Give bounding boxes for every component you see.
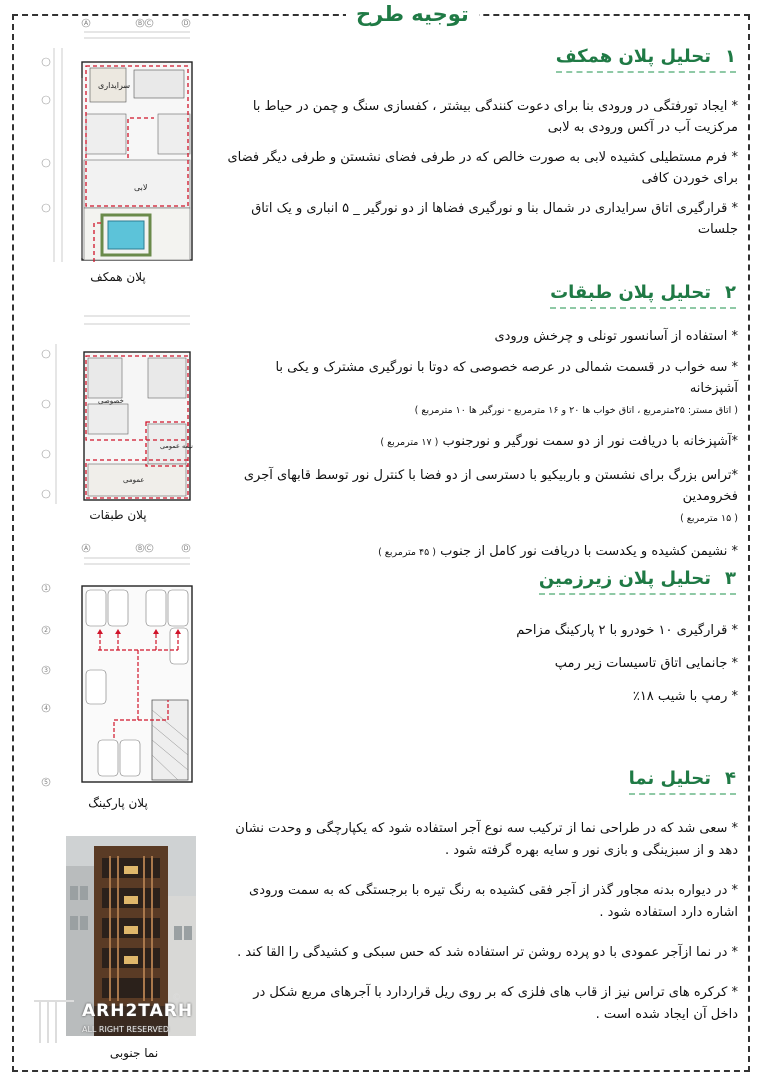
- section-4-bullet-4: * کرکره های تراس نیز از قاب های فلزی که بر روی ریل قراردارد با آجرهای مربع شکل در داخل آن ایجاد شده است .: [253, 985, 738, 1022]
- parking-grid-number-5: 5: [44, 779, 48, 786]
- section-4-number: ۴: [725, 768, 736, 789]
- section-3-title: [539, 568, 736, 589]
- parking-grid-number-2: 2: [44, 627, 48, 634]
- section-3-title-text: تحلیل پلان زیرزمین: [538, 568, 711, 589]
- parking-grid-letter-b: B: [137, 545, 143, 552]
- section-2-title: [550, 282, 736, 303]
- parking-grid-number-1: 1: [44, 585, 48, 592]
- watermark-emblem-icon: [30, 995, 78, 1045]
- watermark-brand: ARH2TARH: [82, 1001, 194, 1021]
- section-4-title: [629, 768, 736, 789]
- section-1-bullets: [222, 96, 738, 240]
- section-2-bullet-5-note: ( ۴۵ مترمربع ): [378, 547, 436, 558]
- section-1-bullet-3: * قرارگیری اتاق سرایداری در شمال بنا و نورگیری فضاها از دو نورگیر _ ۵ انباری و یک اتاق جلسات: [251, 201, 738, 237]
- section-2-bullet-3-note: ( ۱۷ مترمربع ): [380, 437, 439, 448]
- section-4-bullet-3: * در نما ازآجر عمودی با دو پرده روشن تر استفاده شد که حس سبکی و کشیدگی را القا کند .: [237, 945, 738, 960]
- section-3-bullets: [238, 620, 738, 707]
- section-2-bullet-2: * سه خواب در قسمت شمالی در عرصه خصوصی که دوتا با نورگیری مشترک و یکی با آشپزخانه: [275, 360, 738, 396]
- section-2-number: ۲: [725, 282, 736, 303]
- ground-floor-plan: [38, 18, 198, 268]
- grid-letter-d: D: [183, 20, 189, 27]
- section-2-bullet-1: * استفاده از آسانسور تونلی و چرخش ورودی: [494, 329, 738, 344]
- parking-grid-letter-d: D: [183, 545, 189, 552]
- ground-plan-caretaker-label: سرایداری: [98, 81, 131, 90]
- section-1-caption: پلان همکف: [90, 270, 146, 284]
- section-4-bullets: [226, 818, 738, 1026]
- watermark-logo: [30, 993, 194, 1051]
- section-1-bullet-2: * فرم مستطیلی کشیده لابی به صورت خالص که در طرفی فضای نشستن و طرفی دیگر فضای برای خوردن کافی: [227, 150, 738, 186]
- section-1-title: [556, 46, 736, 67]
- parking-plan: [38, 540, 198, 790]
- watermark-rights: ALL RIGHT RESERVED: [82, 1025, 170, 1034]
- parking-grid-number-3: 3: [44, 667, 48, 674]
- section-4-bullet-1: * سعی شد که در طراحی نما از ترکیب سه نوع آجر استفاده شود که یکپارچگی و وحدت نشان دهد و از سبزینگی و بازی نور و سایه بهره گرفته شود .: [235, 821, 738, 858]
- section-3-number: ۳: [725, 568, 736, 589]
- section-3-caption: پلان پارکینگ: [88, 796, 148, 810]
- section-4-bullet-2: * در دیواره بدنه مجاور گذر از آجر فقی کشیده به رنگ تیره با برجستگی که به سمت ورودی اشاره دارد استفاده شود .: [249, 883, 738, 920]
- typical-floor-plan: [38, 304, 198, 508]
- grid-letter-a: A: [83, 20, 89, 27]
- section-2-bullet-2-note: ( اتاق مستر: ۲۵مترمربع ، اتاق خواب ها ۲۰ و ۱۶ مترمربع - نورگیر ها ۱۰ مترمربع ): [414, 405, 738, 416]
- courtyard-pool: [108, 221, 144, 249]
- parking-grid-number-4: 4: [44, 705, 48, 712]
- parking-grid-letter-c: C: [146, 545, 152, 552]
- section-2-bullet-4: *تراس بزرگ برای نشستن و باربیکیو با دسترسی از دو فضا با کنترل نور توسط قابهای آجری فخرومدین: [243, 468, 738, 504]
- typical-plan-private-label: خصوصی: [98, 397, 124, 405]
- section-3-bullet-1: * قرارگیری ۱۰ خودرو با ۲ پارکینگ مزاحم: [516, 623, 738, 638]
- ground-plan-lobby-label: لابی: [134, 183, 148, 192]
- section-3-bullet-2: * جانمایی اتاق تاسیسات زیر رمپ: [554, 656, 738, 671]
- watermark-copyright: ©: [172, 993, 181, 1003]
- section-2-bullet-4-note: ( ۱۵ مترمربع ): [680, 513, 738, 524]
- page-title: توجیه طرح: [346, 0, 479, 28]
- section-2-bullet-3: *آشپزخانه با دریافت نور از دو سمت نورگیر و نورجنوب: [442, 434, 738, 449]
- section-2-bullet-5: * نشیمن کشیده و یکدست با دریافت نور کامل از جنوب: [440, 544, 738, 559]
- section-1-title-text: تحلیل پلان همکف: [555, 46, 711, 67]
- section-1-number: ۱: [725, 46, 736, 67]
- typical-plan-semi-public-label: نیمه عمومی: [160, 442, 193, 450]
- section-2-bullets: [230, 326, 738, 563]
- section-4-caption: نما جنوبی: [109, 1046, 159, 1060]
- section-1-bullet-1: * ایجاد تورفتگی در ورودی بنا برای دعوت کنندگی بیشتر ، کفسازی سنگ و چمن در حیاط با مرکزیت آب در آکس ورودی به لابی: [252, 99, 738, 135]
- typical-plan-public-label: عمومی: [123, 476, 145, 484]
- grid-letter-b: B: [137, 20, 143, 27]
- section-4-title-text: تحلیل نما: [628, 768, 711, 789]
- section-2-title-text: تحلیل پلان طبقات: [550, 282, 711, 303]
- section-2-caption: پلان طبقات: [89, 508, 147, 522]
- grid-letter-c: C: [146, 20, 152, 27]
- parking-grid-letter-a: A: [83, 545, 89, 552]
- section-3-bullet-3: * رمپ با شیب ۱۸٪: [632, 689, 738, 704]
